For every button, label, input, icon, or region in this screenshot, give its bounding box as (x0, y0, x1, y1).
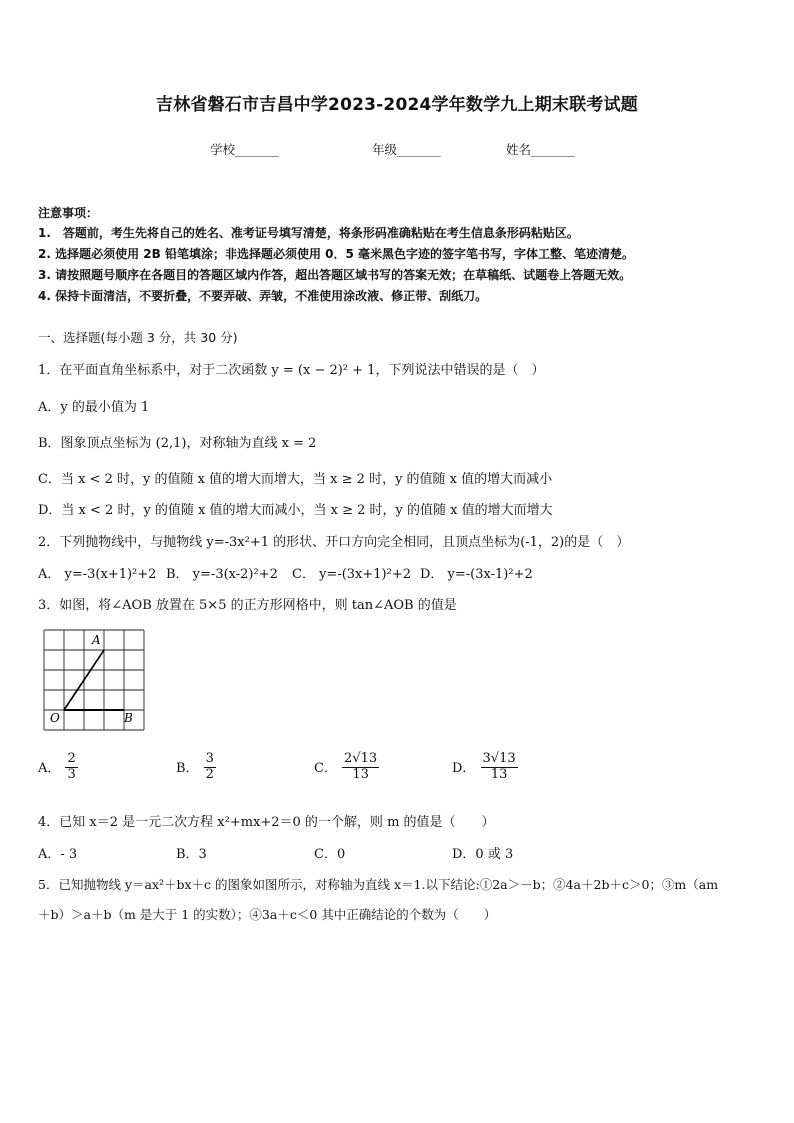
q5-stem-line-1: 5．已知抛物线 y＝ax²＋bx＋c 的图象如图所示，对称轴为直线 x＝1.以下结论:①2a＞－b；②4a＋2b＋c＞0；③m（am (38, 877, 719, 892)
school-field: 学校_______ (210, 142, 279, 157)
note-item-2: 2. 选择题必须使用 2B 铅笔填涂；非选择题必须使用 0．5 毫米黑色字迹的签字笔书写，字体工整、笔迹清楚。 (38, 247, 634, 261)
q2-option-b: B． y=-3(x-2)²+2 (166, 567, 278, 582)
note-item-4: 4. 保持卡面清洁，不要折叠，不要弄破、弄皱，不准使用涂改液、修正带、刮纸刀。 (38, 289, 488, 303)
fraction-numerator: 2√13 (344, 751, 378, 766)
q4-option-b: B．3 (176, 847, 207, 862)
fraction-denominator: 2 (205, 766, 214, 782)
q2-option-c: C． y=-(3x+1)²+2 (292, 567, 411, 582)
fraction-numerator: 3√13 (482, 751, 516, 766)
grade-field: 年级_______ (372, 142, 441, 157)
q4-option-a: A．- 3 (38, 847, 78, 862)
section-heading: 一、选择题(每小题 3 分，共 30 分) (38, 330, 238, 345)
point-b-label: B (124, 711, 133, 725)
point-o-label: O (50, 711, 60, 725)
fraction-denominator: 3 (67, 766, 76, 782)
q3-option-c (314, 752, 379, 783)
q3-option-c-fraction (342, 752, 379, 783)
q3-option-a-label: A． (38, 760, 61, 776)
q2-stem: 2．下列抛物线中，与抛物线 y=-3x²+1 的形状、开口方向完全相同，且顶点坐标为(-1，2)的是（ ） (38, 535, 630, 550)
q3-option-b (176, 752, 216, 783)
name-field: 姓名_______ (506, 142, 575, 157)
q1-stem: 1．在平面直角坐标系中，对于二次函数 y = (x − 2)² + 1，下列说法中错误的是（ ） (38, 363, 545, 378)
q1-option-c: C．当 x < 2 时，y 的值随 x 值的增大而增大，当 x ≥ 2 时，y 的值随 x 值的增大而减小 (38, 472, 553, 487)
q3-stem: 3．如图，将∠AOB 放置在 5×5 的正方形网格中，则 tan∠AOB 的值是 (38, 598, 457, 613)
q3-option-d (452, 752, 518, 783)
q4-option-c: C．0 (314, 847, 346, 862)
note-item-3: 3. 请按照题号顺序在各题目的答题区域内作答，超出答题区域书写的答案无效；在草稿纸、试题卷上答题无效。 (38, 268, 632, 282)
q3-option-b-label: B． (176, 760, 199, 776)
page-title: 吉林省磐石市吉昌中学2023-2024学年数学九上期末联考试题 (156, 95, 638, 115)
q3-option-d-fraction (481, 752, 518, 783)
q3-option-a-fraction (65, 752, 77, 783)
q2-option-a: A． y=-3(x+1)²+2 (38, 567, 157, 582)
q2-option-d: D． y=-(3x-1)²+2 (420, 567, 533, 582)
q5-stem-line-2: ＋b）＞a＋b（m 是大于 1 的实数）；④3a＋c＜0 其中正确结论的个数为（ ） (38, 907, 497, 922)
q3-option-c-label: C． (314, 760, 337, 776)
q4-option-d: D．0 或 3 (452, 847, 514, 862)
q4-stem: 4．已知 x＝2 是一元二次方程 x²+mx+2＝0 的一个解，则 m 的值是（ ） (38, 815, 495, 830)
fraction-denominator: 13 (352, 766, 369, 782)
q1-option-b: B．图象顶点坐标为 (2,1)，对称轴为直线 x = 2 (38, 436, 317, 451)
q3-option-a (38, 752, 78, 783)
fraction-numerator: 2 (67, 751, 76, 766)
q1-option-d: D．当 x < 2 时，y 的值随 x 值的增大而减小，当 x ≥ 2 时，y 的值随 x 值的增大而增大 (38, 503, 553, 518)
fraction-denominator: 13 (490, 766, 508, 782)
q3-option-d-label: D． (452, 760, 476, 776)
q1-option-a: A．y 的最小值为 1 (38, 400, 150, 415)
q3-grid-figure (36, 624, 156, 732)
point-a-label: A (92, 633, 101, 647)
q3-option-b-fraction (204, 752, 216, 783)
note-item-1: 1. 答题前，考生先将自己的姓名、准考证号填写清楚，将条形码准确粘贴在考生信息条形码粘贴区。 (38, 226, 579, 240)
fraction-numerator: 3 (205, 751, 214, 766)
notes-heading: 注意事项： (38, 206, 99, 220)
